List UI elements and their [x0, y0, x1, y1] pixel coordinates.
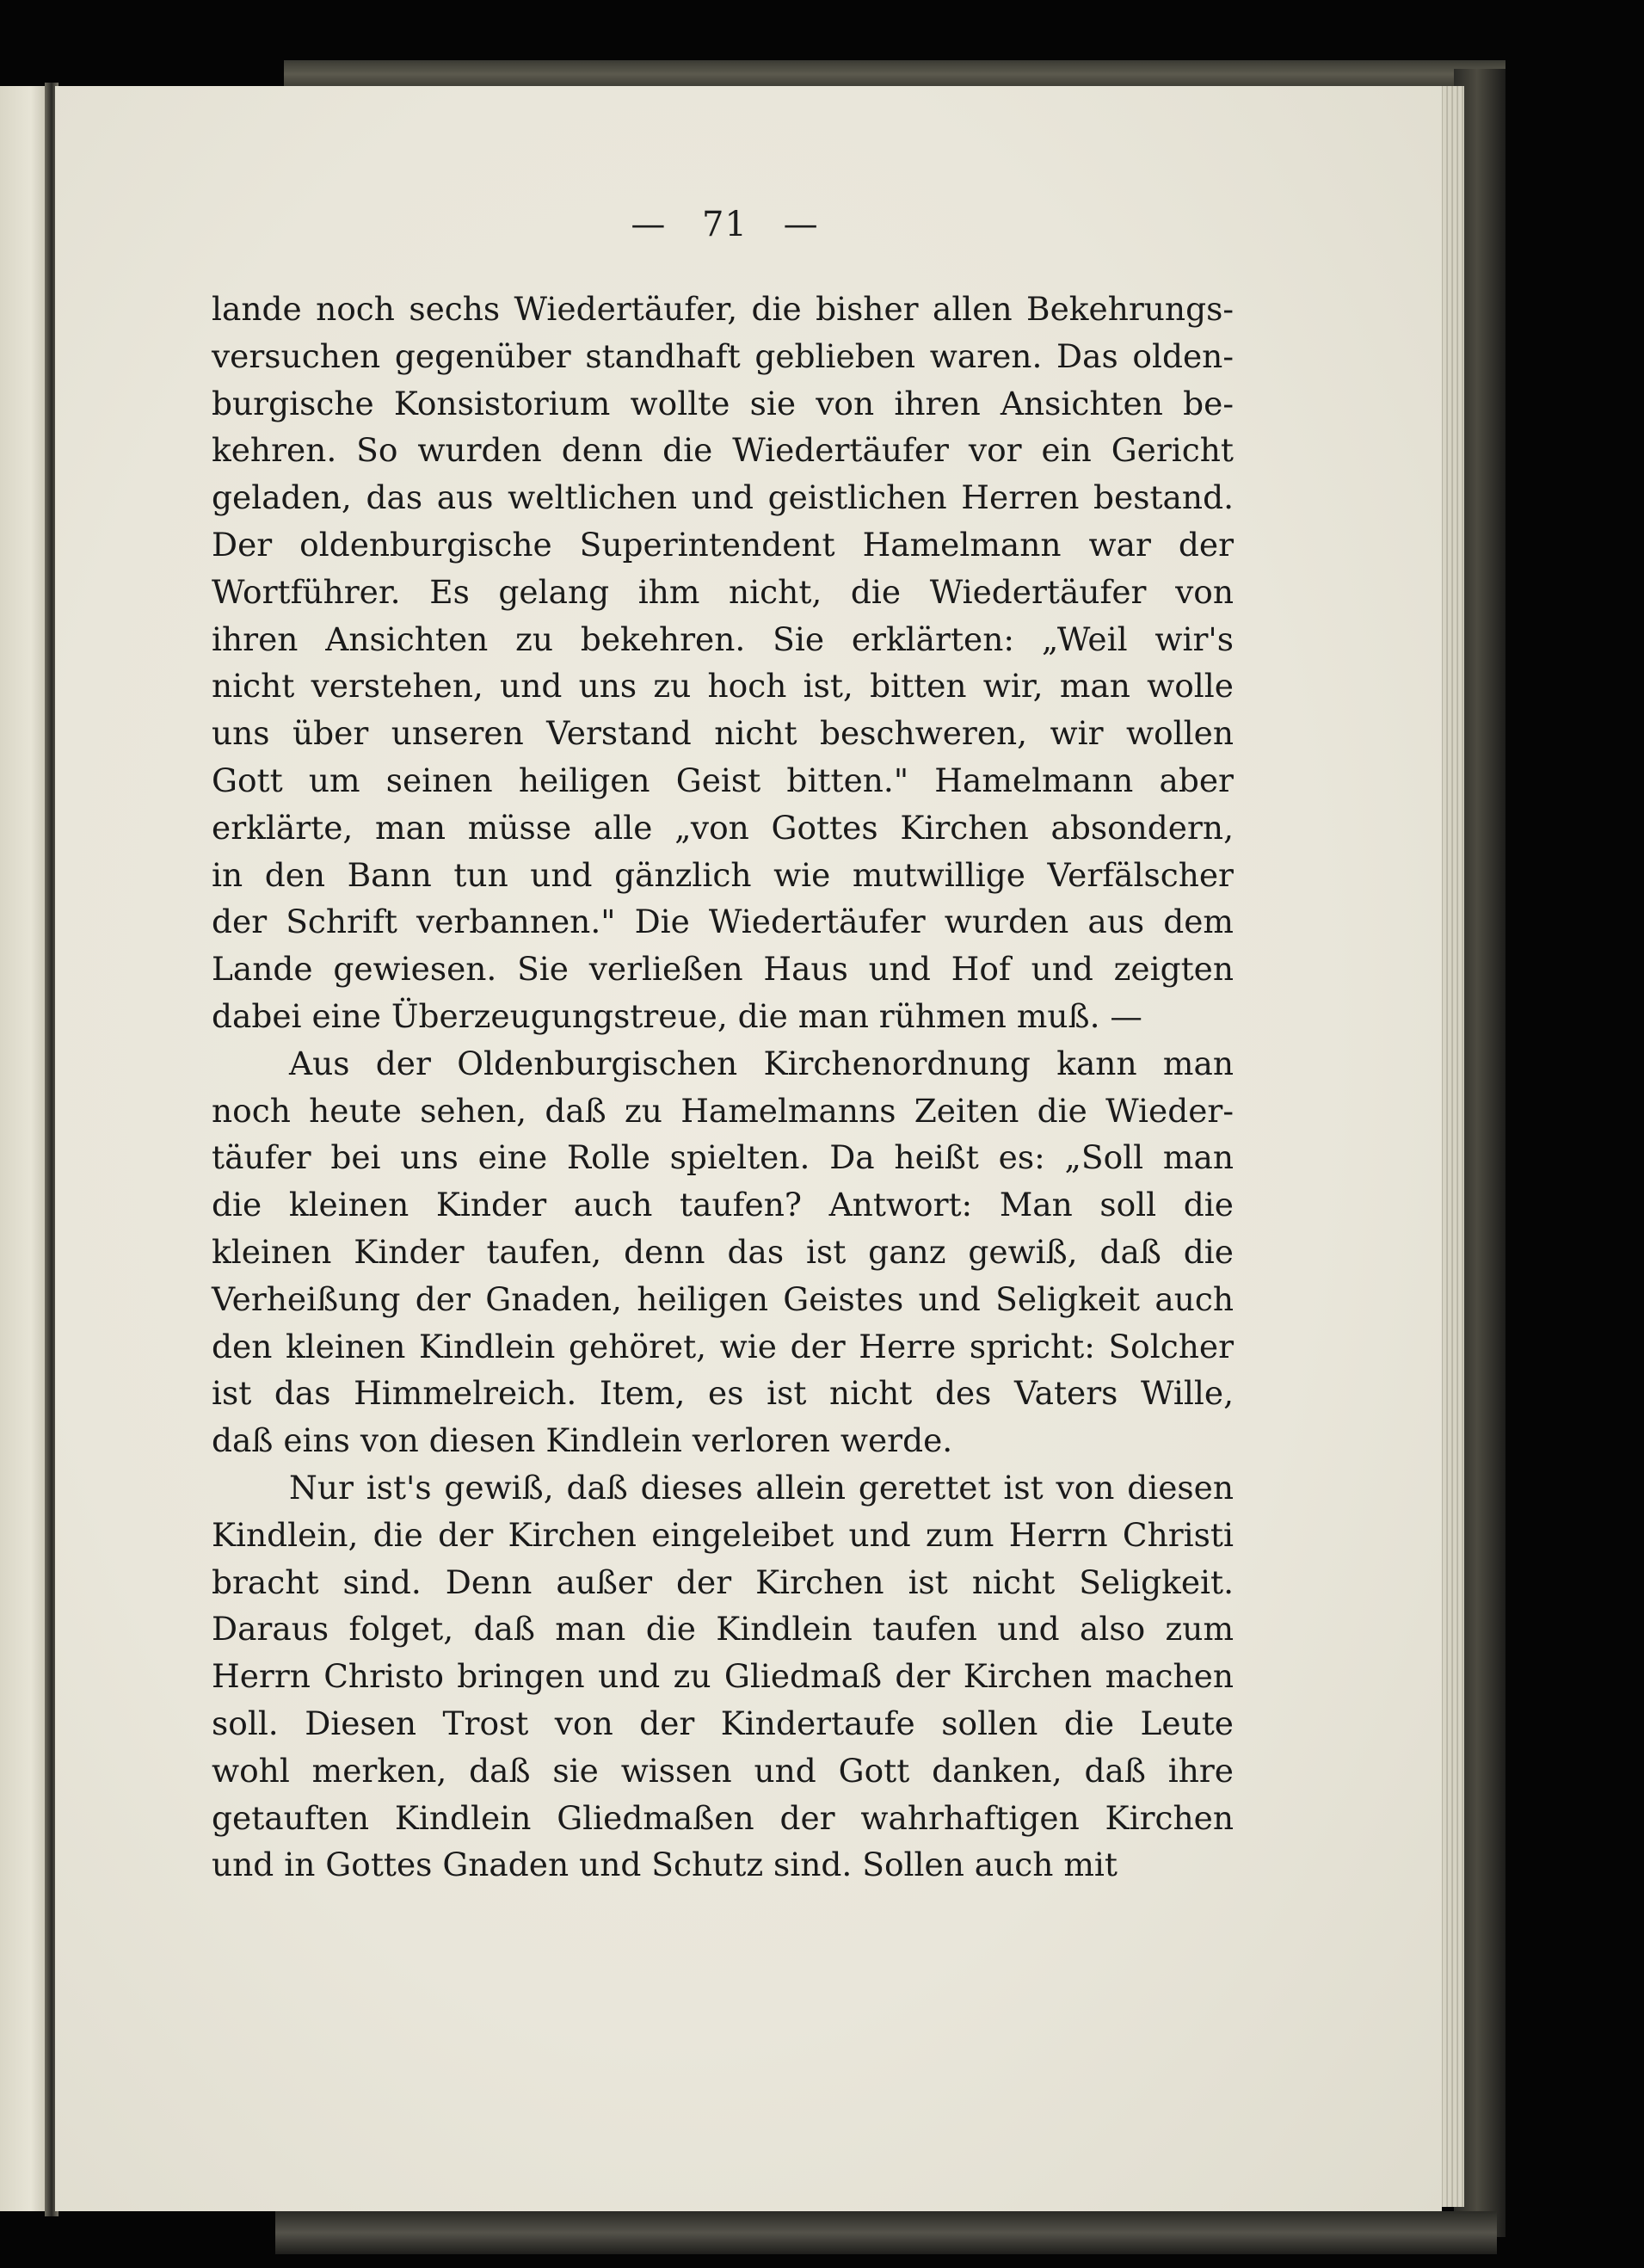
text-line: den kleinen Kindlein gehöret, wie der Herre spricht: Solcher — [212, 1327, 1234, 1365]
paragraph — [212, 1040, 1234, 1464]
text-line: Lande gewiesen. Sie verließen Haus und Hof und zeigten — [212, 950, 1234, 989]
text-line: täufer bei uns eine Rolle spielten. Da heißt es: „Soll man — [212, 1138, 1234, 1177]
page-body-text — [212, 286, 1234, 1889]
text-line: erklärte, man müsse alle „von Gottes Kirchen absondern, — [212, 808, 1234, 847]
text-line: nicht verstehen, und uns zu hoch ist, bitten wir, man wolle — [212, 667, 1234, 706]
paragraph — [212, 1464, 1234, 1889]
text-line: Gott um seinen heiligen Geist bitten." Hamelmann aber — [212, 761, 1234, 799]
text-line: daß eins von diesen Kindlein verloren werde. — [212, 1421, 953, 1460]
text-line: getauften Kindlein Gliedmaßen der wahrhaftigen Kirchen — [212, 1798, 1234, 1837]
text-line: soll. Diesen Trost von der Kindertaufe sollen die Leute — [212, 1704, 1234, 1742]
header-right-dash: — — [783, 205, 819, 244]
text-line: Daraus folget, daß man die Kindlein taufen und also zum — [212, 1610, 1234, 1649]
text-line: Der oldenburgische Superintendent Hamelmann war der — [212, 525, 1234, 564]
page-header — [55, 205, 1395, 244]
text-line: Aus der Oldenburgischen Kirchenordnung kann man — [289, 1044, 1234, 1082]
text-line: ihren Ansichten zu bekehren. Sie erklärten: „Weil wir's — [212, 619, 1234, 658]
text-line: noch heute sehen, daß zu Hamelmanns Zeiten die Wieder- — [212, 1091, 1234, 1130]
text-line: dabei eine Überzeugungstreue, die man rühmen muß. — — [212, 996, 1142, 1035]
text-line: die kleinen Kinder auch taufen? Antwort: Man soll die — [212, 1186, 1234, 1224]
text-line: und in Gottes Gnaden und Schutz sind. Sollen auch mit — [212, 1846, 1118, 1884]
text-line: burgische Konsistorium wollte sie von ihren Ansichten be- — [212, 384, 1234, 422]
text-line: in den Bann tun und gänzlich wie mutwillige Verfälscher — [212, 855, 1234, 894]
header-left-dash: — — [631, 205, 667, 244]
text-line: lande noch sechs Wiedertäufer, die bisher allen Bekehrungs- — [212, 290, 1234, 328]
text-line: wohl merken, daß sie wissen und Gott danken, daß ihre — [212, 1751, 1234, 1790]
text-line: Herrn Christo bringen und zu Gliedmaß der Kirchen machen — [212, 1657, 1234, 1696]
text-line: ist das Himmelreich. Item, es ist nicht des Vaters Wille, — [212, 1374, 1234, 1413]
text-line: Nur ist's gewiß, daß dieses allein gerettet ist von diesen — [289, 1468, 1234, 1507]
text-line: geladen, das aus weltlichen und geistlichen Herren bestand. — [212, 478, 1234, 517]
text-line: uns über unseren Verstand nicht beschweren, wir wollen — [212, 714, 1234, 753]
paragraph — [212, 286, 1234, 1040]
text-line: versuchen gegenüber standhaft geblieben waren. Das olden- — [212, 336, 1234, 375]
text-line: kleinen Kinder taufen, denn das ist ganz gewiß, daß die — [212, 1232, 1234, 1271]
previous-page-sliver — [0, 86, 52, 2211]
text-line: der Schrift verbannen." Die Wiedertäufer wurden aus dem — [212, 903, 1234, 941]
book-cover-bottom-edge — [275, 2211, 1497, 2254]
page-stack-edge — [1438, 86, 1464, 2207]
book-page — [55, 86, 1442, 2211]
page-number: 71 — [702, 205, 748, 244]
text-line: Wortführer. Es gelang ihm nicht, die Wiedertäufer von — [212, 572, 1234, 611]
text-line: bracht sind. Denn außer der Kirchen ist nicht Seligkeit. — [212, 1562, 1234, 1601]
text-line: Kindlein, die der Kirchen eingeleibet und zum Herrn Christi — [212, 1515, 1234, 1554]
text-line: Verheißung der Gnaden, heiligen Geistes und Seligkeit auch — [212, 1279, 1234, 1318]
text-line: kehren. So wurden denn die Wiedertäufer vor ein Gericht — [212, 431, 1234, 470]
